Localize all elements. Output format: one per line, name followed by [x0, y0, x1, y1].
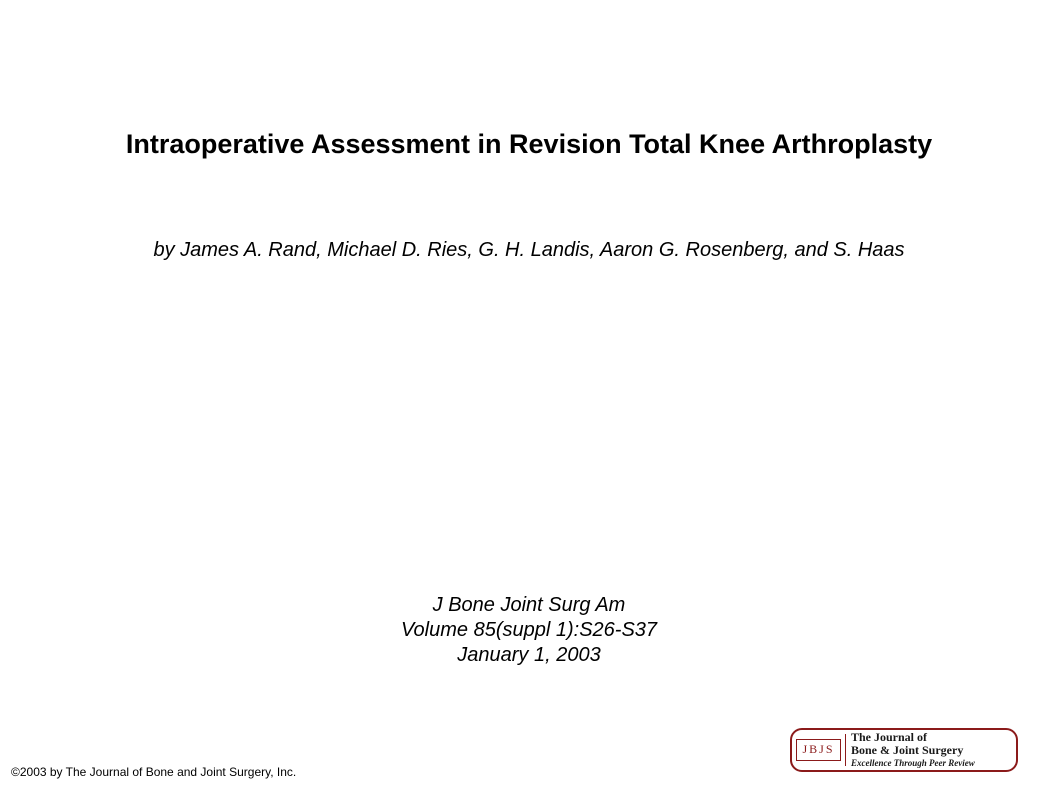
- logo-divider: [845, 734, 846, 766]
- citation-block: [0, 593, 1058, 668]
- journal-name: J Bone Joint Surg Am: [432, 594, 626, 616]
- volume-pages: Volume 85(suppl 1):S26-S37: [400, 619, 658, 641]
- logo-line-1: The Journal of: [851, 730, 928, 744]
- jbjs-logo-mark: JBJS: [796, 739, 841, 761]
- copyright-notice: ©2003 by The Journal of Bone and Joint Surgery, Inc.: [11, 765, 297, 779]
- author-list: by James A. Rand, Michael D. Ries, G. H. Landis, Aaron G. Rosenberg, and S. Haas: [153, 239, 905, 261]
- logo-line-2: Bone & Joint Surgery: [851, 743, 964, 757]
- jbjs-logo: [790, 728, 1018, 772]
- logo-tagline: Excellence Through Peer Review: [851, 758, 975, 768]
- article-title: Intraoperative Assessment in Revision Total Knee Arthroplasty: [125, 129, 933, 159]
- logo-wordmark: [851, 731, 975, 769]
- publication-date: January 1, 2003: [457, 644, 601, 666]
